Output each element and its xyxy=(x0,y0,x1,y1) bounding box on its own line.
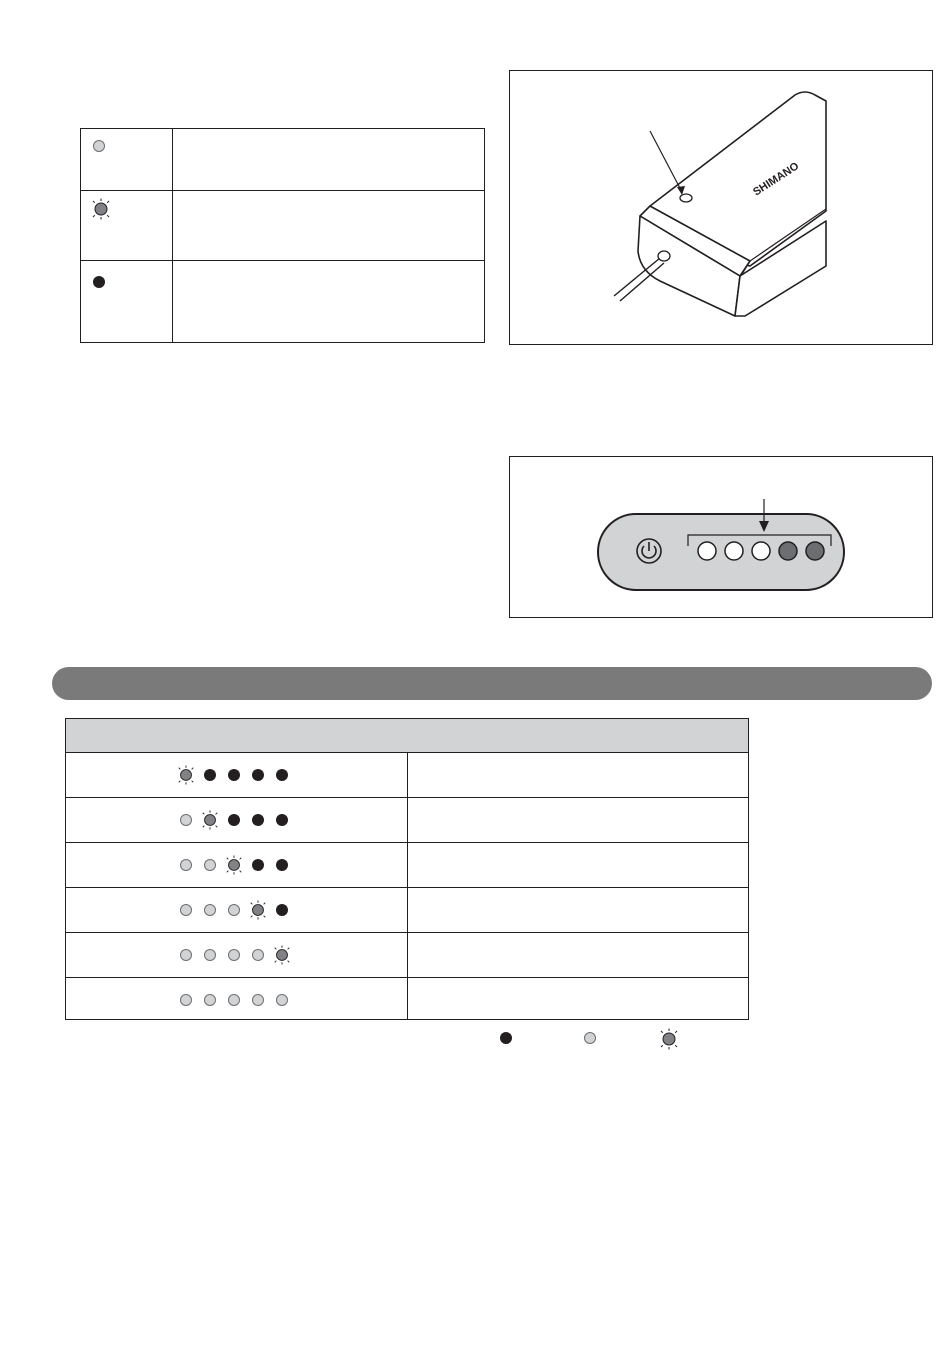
led-off-icon xyxy=(584,1032,596,1044)
led-blink-icon xyxy=(272,945,292,965)
led-off-icon xyxy=(200,855,220,875)
key-on xyxy=(500,1030,512,1052)
led-blink-icon xyxy=(224,855,244,875)
table-row xyxy=(66,798,748,843)
led-off-icon xyxy=(224,990,244,1010)
led-off-icon xyxy=(176,990,196,1010)
led-on-icon xyxy=(200,765,220,785)
led-on-icon xyxy=(272,765,292,785)
led-on-icon xyxy=(248,810,268,830)
table-header xyxy=(66,719,748,753)
led-off-icon xyxy=(200,945,220,965)
charge-status-table xyxy=(65,718,749,1020)
led-legend-table xyxy=(80,128,485,343)
table-row xyxy=(66,933,748,978)
led-off-icon xyxy=(176,810,196,830)
led-on-icon xyxy=(500,1032,512,1044)
led-blink-icon xyxy=(658,1039,680,1053)
charger-drawing xyxy=(510,71,932,344)
legend-row-blink xyxy=(81,191,484,261)
led-off-icon xyxy=(176,945,196,965)
led-off-icon xyxy=(200,990,220,1010)
led-on-icon xyxy=(248,765,268,785)
battery-indicator-illustration xyxy=(509,456,933,618)
legend-row-on xyxy=(81,261,484,344)
led-on-icon xyxy=(272,810,292,830)
led-on-icon xyxy=(224,810,244,830)
battery-indicator-drawing xyxy=(510,457,932,617)
table-row xyxy=(66,753,748,798)
legend-row-off xyxy=(81,129,484,191)
table-row xyxy=(66,978,748,1020)
led-off-icon xyxy=(176,855,196,875)
led-off-icon xyxy=(248,990,268,1010)
led-on-icon xyxy=(272,900,292,920)
key-blink xyxy=(658,1028,680,1050)
table-row xyxy=(66,843,748,888)
led-blink-icon xyxy=(248,900,268,920)
led-blink-icon xyxy=(176,765,196,785)
led-off-icon xyxy=(224,945,244,965)
led-on-icon xyxy=(248,855,268,875)
led-on-icon xyxy=(93,275,107,289)
led-off-icon xyxy=(224,900,244,920)
led-on-icon xyxy=(272,855,292,875)
led-off-icon xyxy=(248,945,268,965)
charger-illustration xyxy=(509,70,933,345)
section-header-bar xyxy=(52,667,932,700)
led-on-icon xyxy=(224,765,244,785)
led-off-icon xyxy=(272,990,292,1010)
led-blink-icon xyxy=(200,810,220,830)
led-off-icon xyxy=(93,139,107,153)
led-blink-icon xyxy=(90,198,104,212)
led-off-icon xyxy=(176,900,196,920)
brand-logo: SHIMANO xyxy=(751,160,802,199)
led-off-icon xyxy=(200,900,220,920)
key-off xyxy=(584,1030,596,1052)
table-row xyxy=(66,888,748,933)
